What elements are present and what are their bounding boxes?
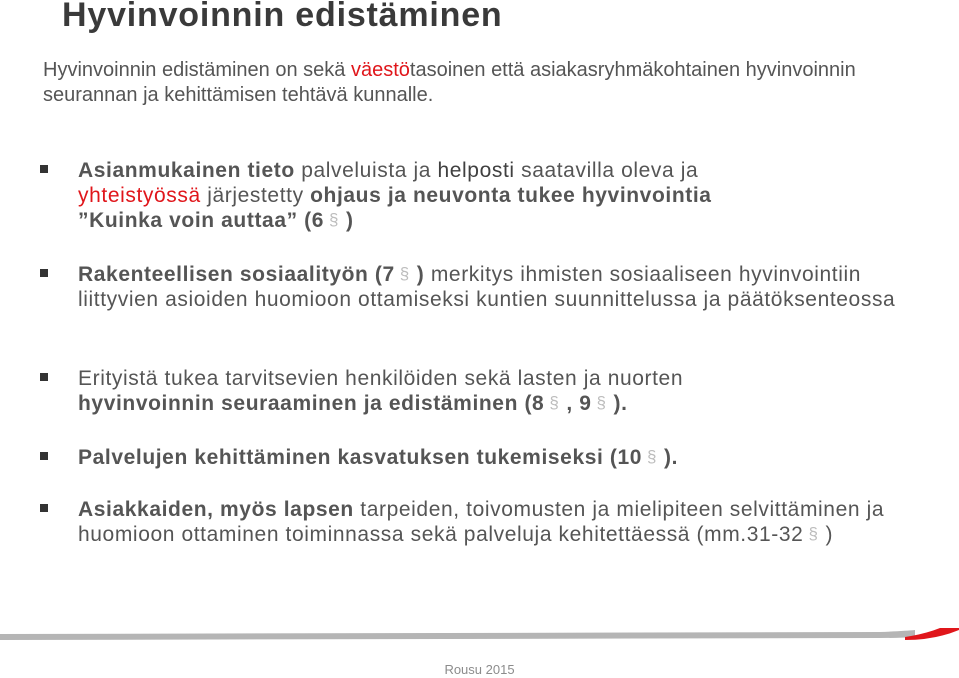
bullet-5-text: tarpeiden, toivomusten ja mielipiteen selvittäminen ja huomioon ottaminen toiminnassa sekä palveluja kehitettäessä (mm.31-32 [78,498,885,546]
bullet-marker [40,504,48,512]
slide-title: Hyvinvoinnin edistäminen [62,0,503,34]
bullet-item-1 [40,158,940,233]
bullet-2-bold: Rakenteellisen sosiaalityön (7 [78,263,395,286]
bullet-item-5 [40,497,940,547]
bullet-3-bold: hyvinvoinnin seuraaminen ja edistäminen (8 [78,392,545,415]
section-placeholder-icon [595,392,609,414]
bullet-3-mid: , 9 [566,392,592,415]
bullet-1-text-a: palveluista ja [294,159,438,182]
bullet-1-close: ) [346,209,354,232]
section-placeholder-icon [807,523,821,545]
bullet-marker [40,452,48,460]
bullet-3-text: Erityistä tukea tarvitsevien henkilöiden sekä lasten ja nuorten [78,367,684,390]
bullet-1-text-c: järjestetty [200,184,311,207]
intro-text-start: Hyvinvoinnin edistäminen on sekä [43,59,351,81]
bullet-marker [40,165,48,173]
section-placeholder-icon [399,263,413,285]
footer-decoration [0,628,959,642]
bullet-5-end: ) [825,523,834,546]
section-placeholder-icon [328,209,342,231]
bullet-1-highlight: helposti [437,159,515,182]
bullet-1-bold-end: ohjaus ja neuvonta tukee hyvinvointia [310,184,712,207]
bullet-4-end: ). [664,446,679,469]
section-placeholder-icon [548,392,562,414]
bullet-item-2 [40,262,940,312]
bullet-3-end: ). [613,392,628,415]
footer-credit: Rousu 2015 [444,662,515,677]
bullet-item-4 [40,445,940,470]
section-placeholder-icon [646,446,660,468]
intro-paragraph [43,58,943,108]
bullet-item-3 [40,366,940,416]
footer-gray-band [0,630,915,640]
bullet-1-accent-word: yhteistyössä [78,184,201,207]
bullet-5-bold: Asiakkaiden, myös lapsen [78,498,354,521]
intro-text-end: tasoinen että asiakasryhmäkohtainen hyvinvoinnin seurannan ja kehittämisen tehtävä kunnalle. [43,59,856,106]
bullet-1-text-b: saatavilla oleva ja [514,159,699,182]
bullet-marker [40,373,48,381]
bullet-marker [40,269,48,277]
intro-accent-word: väestö [350,59,410,81]
bullet-1-bold-start: Asianmukainen tieto [78,159,295,182]
bullet-2-bold-close: ) [416,263,425,286]
bullet-2-text: merkitys ihmisten sosiaaliseen hyvinvointiin liittyvien asioiden huomioon ottamiseksi kuntien suunnittelussa ja päätöksenteossa [78,263,896,311]
bullet-4-bold: Palvelujen kehittäminen kasvatuksen tukemiseksi (10 [78,446,643,469]
bullet-1-quote: ”Kuinka voin auttaa” (6 [78,209,325,232]
